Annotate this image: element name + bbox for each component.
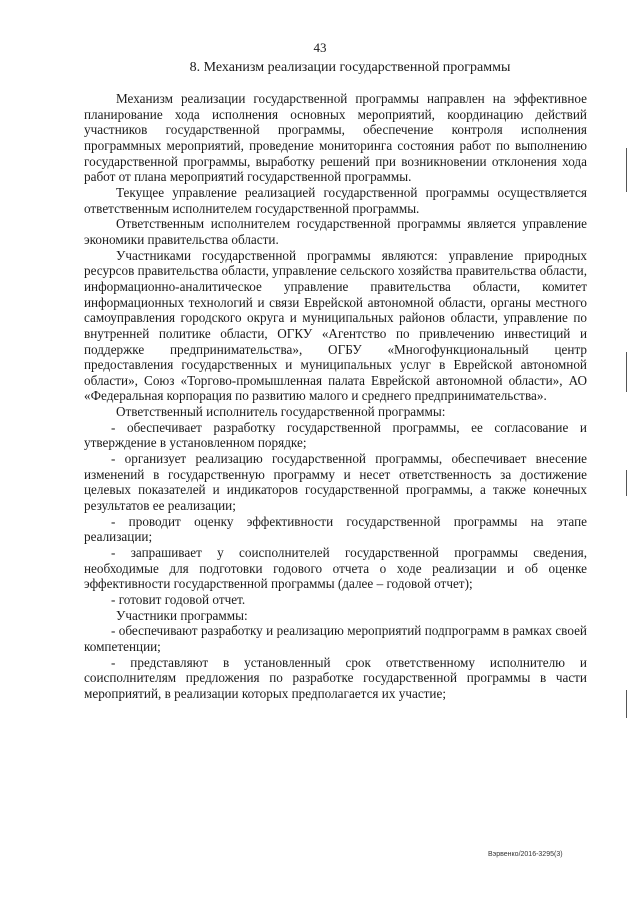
- scan-margin-mark: [626, 352, 627, 392]
- section-title: 8. Механизм реализации государственной программы: [189, 60, 511, 75]
- paragraph: Участники программы:: [116, 607, 248, 623]
- scan-margin-mark: [626, 470, 627, 496]
- list-item: - обеспечивает разработку государственной программы, ее согласование и утверждение в установленном порядке;: [84, 419, 587, 451]
- paragraph: Механизм реализации государственной программы направлен на эффективное планирование хода исполнения основных мероприятий, координацию действий участников государственной программы, обеспечение контроля исполнения программных мероприятий, проведение мониторинга состояния работ по выполнению государственной программы, выработку решений при возникновении отклонения хода работ от плана мероприятий государственной программы.: [84, 91, 587, 185]
- page-number: 43: [313, 40, 327, 55]
- list-item: - запрашивает у соисполнителей государственной программы сведения, необходимые для подготовки годового отчета о ходе реализации и об оценке эффективности государственной программы (далее – годовой отчет);: [84, 545, 587, 592]
- paragraph: Текущее управление реализацией государственной программы осуществляется ответственным исполнителем государственной программы.: [84, 184, 587, 216]
- scan-margin-mark: [626, 148, 627, 192]
- paragraph: Ответственным исполнителем государственной программы является управление экономики правительства области.: [84, 216, 587, 247]
- document-reference: Вэрвенко/2016-3295(3): [488, 851, 563, 858]
- list-item: - готовит годовой отчет.: [111, 592, 246, 607]
- scan-margin-mark: [626, 690, 627, 718]
- list-item: - организует реализацию государственной программы, обеспечивает внесение изменений в государственную программу и несет ответственность за достижение целевых показателей и индикаторов государственной программы, а также конечных результатов ее реализации;: [84, 451, 587, 514]
- list-item: - проводит оценку эффективности государственной программы на этапе реализации;: [84, 513, 587, 545]
- paragraph: Участниками государственной программы являются: управление природных ресурсов правительства области, управление сельского хозяйства правительства области, информационно-аналитическое управление правительства области, комитет информационных технологий и связи Еврейской автономной области, органы местного самоуправления городского округа и муниципальных районов области, управление по внутренней политике области, ОГКУ «Агентство по привлечению инвестиций и поддержке предпринимательства», ОГБУ «Многофункциональный центр предоставления государственных и муниципальных услуг в Еврейской автономной области», Союз «Торгово-промышленная палата Еврейской автономной области», АО «Федеральная корпорация по развитию малого и среднего предпринимательства».: [84, 247, 587, 404]
- list-item: - представляют в установленный срок ответственному исполнителю и соисполнителям предложения по разработке государственной программы в части мероприятий, в реализации которых предполагается их участие;: [84, 654, 587, 701]
- paragraph: Ответственный исполнитель государственной программы:: [116, 404, 446, 420]
- list-item: - обеспечивают разработку и реализацию мероприятий подпрограмм в рамках своей компетенции;: [84, 623, 587, 654]
- body-text: [84, 91, 587, 702]
